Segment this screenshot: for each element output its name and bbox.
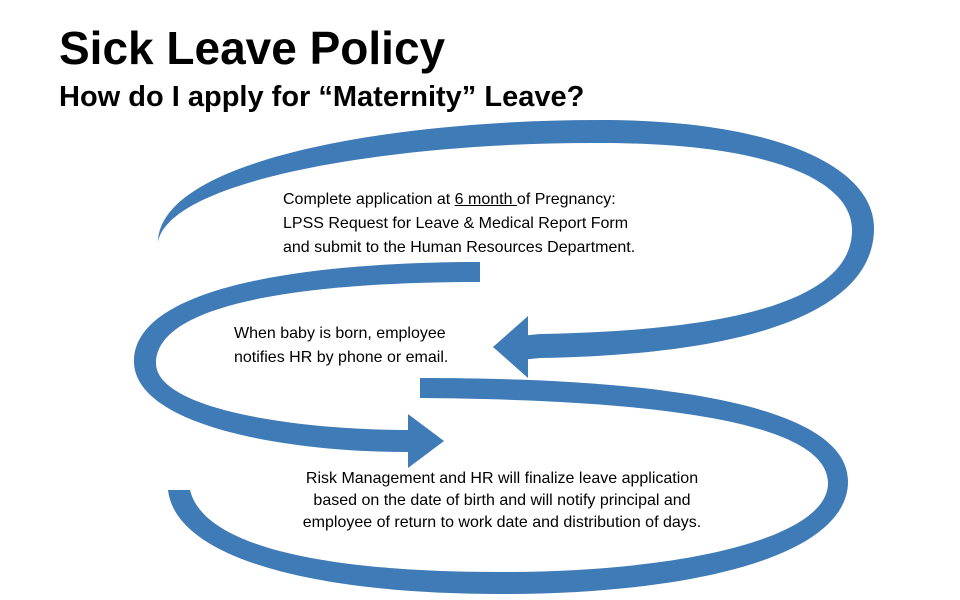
- step-3-line-3: employee of return to work date and distribution of days.: [302, 514, 702, 531]
- slide-title: Sick Leave Policy: [59, 22, 446, 74]
- step-1-line-1-underlined: 6 month: [454, 191, 517, 208]
- arrow-to-step-2: [493, 316, 528, 378]
- step-2-notify-hr: [234, 322, 448, 370]
- step-2-line-2: notifies HR by phone or email.: [234, 349, 449, 366]
- slide-subtitle: How do I apply for “Maternity” Leave?: [59, 81, 585, 113]
- step-3-line-2: based on the date of birth and will notify principal and: [313, 492, 691, 509]
- step-1-line-3: and submit to the Human Resources Department.: [283, 239, 636, 256]
- step-1-apply-at-6-months: [283, 188, 635, 260]
- step-1-line-1-pre: Complete application at: [283, 191, 455, 208]
- step-2-line-1: When baby is born, employee: [234, 325, 446, 342]
- step-3-line-1: Risk Management and HR will finalize leave application: [305, 470, 699, 487]
- step-1-line-1-post: of Pregnancy:: [516, 191, 616, 208]
- step-1-line-1: [283, 188, 635, 212]
- step-3-finalize-leave: [260, 468, 744, 534]
- step-1-line-2: LPSS Request for Leave & Medical Report Form: [283, 215, 629, 232]
- arrow-to-step-3: [408, 414, 444, 468]
